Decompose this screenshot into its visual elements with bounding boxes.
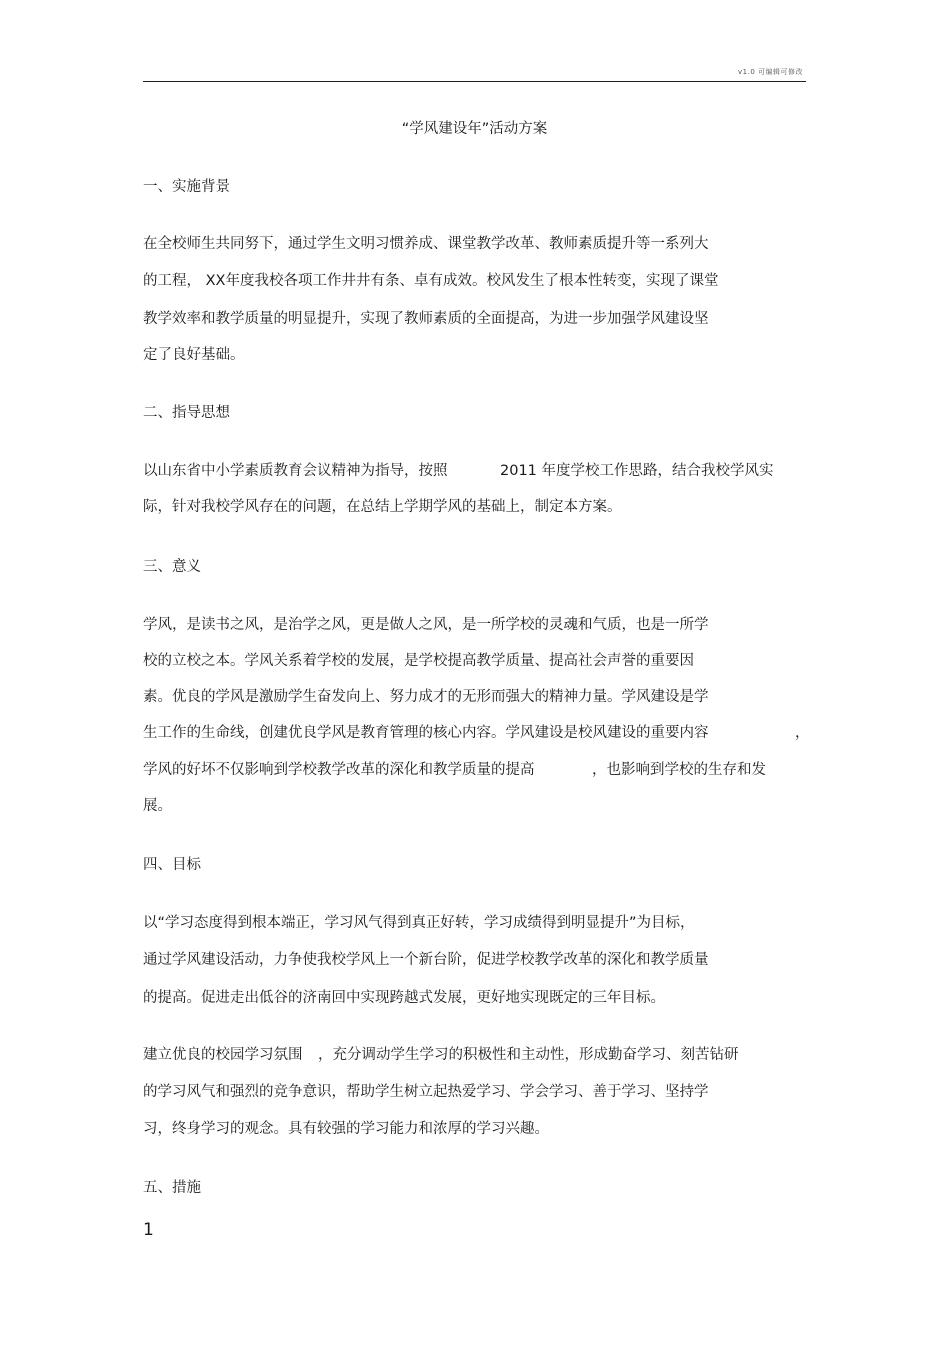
section-heading-guiding-thought: 二、指导思想 (143, 405, 230, 421)
paragraph-line: 生工作的生命线，创建优良学风是教育管理的核心内容。学风建设是校风建设的重要内容 (143, 725, 709, 741)
paragraph-line: 学风的好坏不仅影响到学校教学改革的深化和教学质量的提高 (143, 762, 535, 778)
paragraph-line-tail: ，充分调动学生学习的积极性和主动性，形成勤奋学习、刻苦钻研 (318, 1047, 739, 1063)
section-heading-background: 一、实施背景 (143, 179, 230, 195)
version-note: v1.0 可编辑可修改 (738, 68, 803, 76)
paragraph-line: 以山东省中小学素质教育会议精神为指导，按照 (143, 463, 448, 479)
paragraph-line: 的学习风气和强烈的竞争意识，帮助学生树立起热爱学习、学会学习、善于学习、坚持学 (143, 1084, 709, 1100)
paragraph-line: 素。优良的学风是激励学生奋发向上、努力成才的无形而强大的精神力量。学风建设是学 (143, 689, 709, 705)
paragraph-line: 学风，是读书之风，是治学之风，更是做人之风，是一所学校的灵魂和气质，也是一所学 (143, 617, 709, 633)
page-title: “学风建设年”活动方案 (401, 121, 548, 137)
section-heading-significance: 三、意义 (143, 559, 201, 575)
paragraph-line: 展。 (143, 798, 172, 814)
section-heading-goals: 四、目标 (143, 857, 201, 873)
paragraph-line: 习，终身学习的观念。具有较强的学习能力和浓厚的学习兴趣。 (143, 1121, 549, 1137)
paragraph-line-tail: 2011 年度学校工作思路，结合我校学风实 (500, 463, 774, 479)
paragraph-line-tail: ，也影响到学校的生存和发 (592, 762, 766, 778)
paragraph-line: 的提高。促进走出低谷的济南回中实现跨越式发展，更好地实现既定的三年目标。 (143, 990, 665, 1006)
paragraph-line: 在全校师生共同努下，通过学生文明习惯养成、课堂教学改革、教师素质提升等一系列大 (143, 236, 709, 252)
paragraph-line: 教学效率和教学质量的明显提升，实现了教师素质的全面提高，为进一步加强学风建设坚 (143, 311, 709, 327)
paragraph-line: 的工程， XX年度我校各项工作井井有条、卓有成效。校风发生了根本性转变，实现了课堂 (143, 273, 719, 289)
paragraph-line: 建立优良的校园学习氛围 (143, 1047, 303, 1063)
header-rule (143, 81, 806, 82)
paragraph-line: 校的立校之本。学风关系着学校的发展，是学校提高教学质量、提高社会声誉的重要因 (143, 653, 694, 669)
paragraph-line-tail: ， (795, 725, 810, 741)
paragraph-line: 定了良好基础。 (143, 347, 245, 363)
paragraph-line: 通过学风建设活动，力争使我校学风上一个新台阶，促进学校教学改革的深化和教学质量 (143, 952, 709, 968)
paragraph-line: 际，针对我校学风存在的问题，在总结上学期学风的基础上，制定本方案。 (143, 499, 622, 515)
paragraph-line: 以“学习态度得到根本端正，学习风气得到真正好转，学习成绩得到明显提升”为目标， (143, 915, 695, 931)
page-number: 1 (143, 1220, 154, 1240)
section-heading-measures: 五、措施 (143, 1180, 201, 1196)
